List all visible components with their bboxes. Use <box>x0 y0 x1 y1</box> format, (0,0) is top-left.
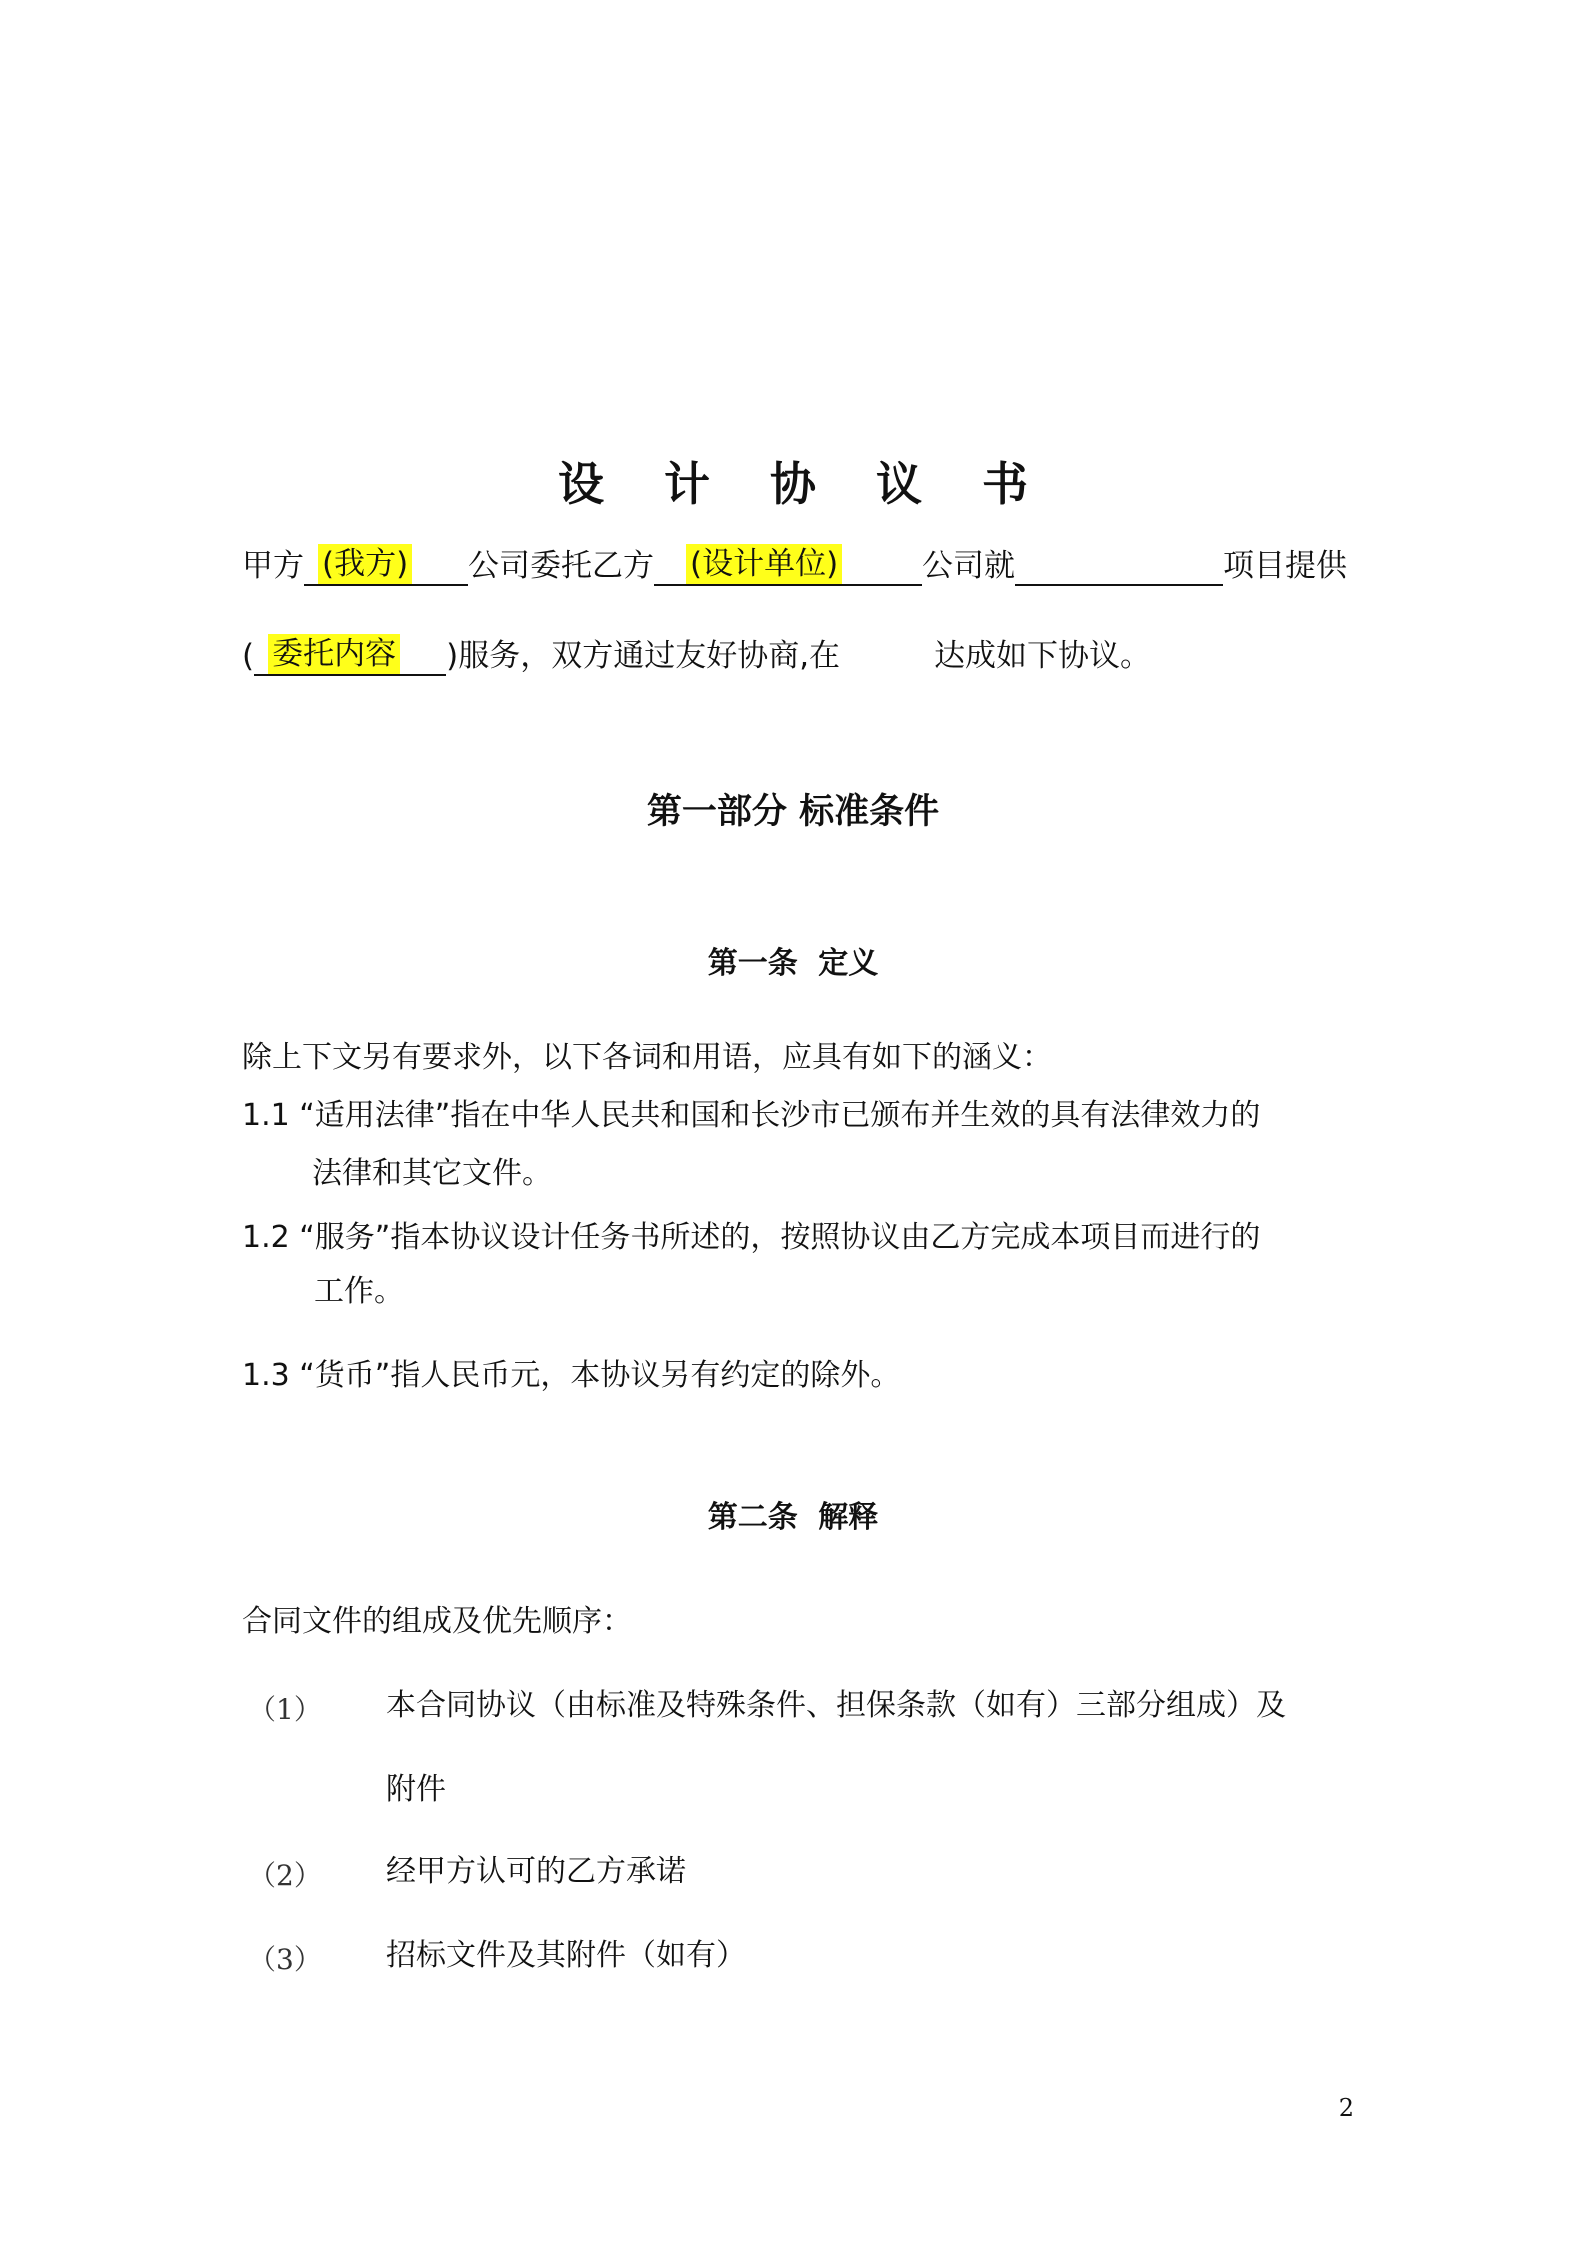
list-item-number: （3） <box>248 1943 322 1976</box>
definition-1-1: 1.1 “适用法律”指在中华人民共和国和长沙市已颁布并生效的具有法律效力的 <box>242 1098 1261 1133</box>
party-a-blank <box>304 544 468 586</box>
intro-text-4: )服务，双方通过友好协商,在 <box>446 638 841 674</box>
intro-text-3: 项目提供 <box>1223 548 1347 584</box>
party-a-label: 甲方 <box>242 548 304 584</box>
paren-open: ( <box>242 638 255 674</box>
article-2-lead: 合同文件的组成及优先顺序： <box>242 1604 632 1639</box>
definition-1-2: 1.2 “服务”指本协议设计任务书所述的，按照协议由乙方完成本项目而进行的 <box>242 1220 1261 1255</box>
intro-text-1: 公司委托乙方 <box>468 548 654 584</box>
intro-text-5: 达成如下协议。 <box>934 638 1152 674</box>
party-b-blank <box>654 544 922 586</box>
document-title: 设 计 协 议 书 <box>557 457 1051 511</box>
list-item-number: （2） <box>248 1859 322 1892</box>
intro-line-1 <box>242 544 1347 586</box>
list-item-text: 本合同协议（由标准及特殊条件、担保条款（如有）三部分组成）及 <box>386 1688 1286 1723</box>
intro-line-2 <box>242 634 1151 676</box>
list-item-text-cont: 附件 <box>386 1772 446 1807</box>
list-item-text: 招标文件及其附件（如有） <box>386 1938 746 1973</box>
party-b-value: (设计单位) <box>686 544 842 584</box>
party-a-value: (我方) <box>318 544 412 584</box>
part-title: 第一部分 标准条件 <box>646 792 940 832</box>
article-1-lead: 除上下文另有要求外，以下各词和用语，应具有如下的涵义： <box>242 1040 1052 1075</box>
list-item-number: （1） <box>248 1693 322 1726</box>
content-blank <box>254 634 446 676</box>
intro-text-2: 公司就 <box>922 548 1015 584</box>
article-2-title: 第二条 解释 <box>707 1500 879 1535</box>
definition-1-3: 1.3 “货币”指人民币元，本协议另有约定的除外。 <box>242 1358 901 1393</box>
project-blank <box>1015 544 1223 586</box>
list-item-text: 经甲方认可的乙方承诺 <box>386 1854 686 1889</box>
definition-1-2-cont: 工作。 <box>314 1274 404 1309</box>
article-1-title: 第一条 定义 <box>707 946 879 981</box>
definition-1-1-cont: 法律和其它文件。 <box>312 1156 552 1191</box>
page-number: 2 <box>1338 2094 1354 2122</box>
content-value: 委托内容 <box>268 634 400 674</box>
